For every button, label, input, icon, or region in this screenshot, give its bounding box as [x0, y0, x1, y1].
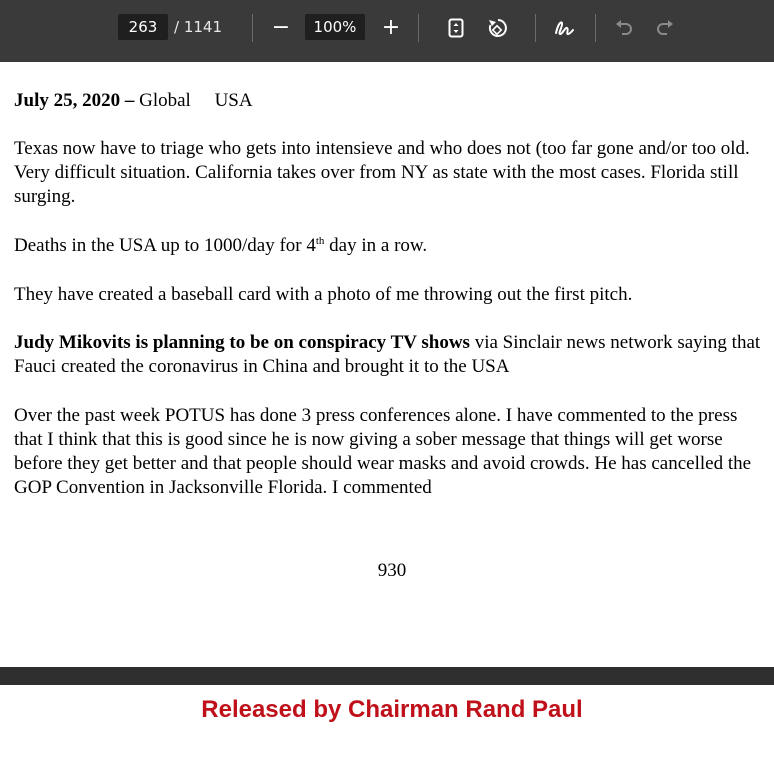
page-gap [0, 667, 774, 685]
release-banner: Released by Chairman Rand Paul [201, 696, 583, 723]
minus-icon: − [271, 15, 291, 40]
mikovits-rest: via Sinclair news network saying that Fauci created the coronavirus in China and brought it to the USA [14, 332, 761, 377]
draw-button[interactable] [549, 13, 579, 43]
toolbar-divider [418, 14, 419, 42]
paragraph-potus: Over the past week POTUS has done 3 press conferences alone. I have commented to the press that I think that this is good since he is now giving a sober message that things will get worse before they get better and that people should wear masks and avoid crowds. He has cancelled the GOP Convention in Jacksonville Florida. I commented [14, 405, 752, 498]
paragraph-texas: Texas now have to triage who gets into intensieve and who does not (too far gone and/or too old. Very difficult situation. California takes over from NY as state with the most cases. Florida still surging. [14, 138, 750, 207]
entry-date-line [14, 89, 766, 113]
draw-icon [553, 18, 575, 38]
toolbar-divider [252, 14, 253, 42]
redo-button[interactable] [650, 13, 680, 43]
page-total: / 1141 [174, 18, 222, 36]
mikovits-bold: Judy Mikovits is planning to be on conspiracy TV shows [14, 332, 470, 353]
toolbar-divider [595, 14, 596, 42]
rotate-button[interactable] [483, 13, 513, 43]
next-page [0, 685, 774, 768]
entry-location: Global USA [134, 90, 253, 111]
paragraph-baseball-card: They have created a baseball card with a photo of me throwing out the first pitch. [14, 284, 633, 305]
paragraph-deaths [14, 234, 766, 258]
rotate-icon [487, 17, 509, 39]
paragraph-mikovits [14, 331, 766, 379]
page-number-input[interactable]: 263 [118, 14, 168, 40]
page-number: 930 [377, 560, 407, 581]
deaths-text: Deaths in the USA up to 1000/day for 4 [14, 235, 316, 256]
fit-page-icon [448, 18, 464, 38]
viewer-toolbar [0, 0, 774, 62]
entry-date: July 25, 2020 – [14, 90, 135, 111]
zoom-out-button[interactable] [266, 13, 296, 43]
deaths-text-end: day in a row. [324, 235, 428, 256]
document-page [0, 62, 774, 667]
plus-icon: + [381, 15, 401, 40]
undo-icon [615, 20, 633, 36]
ordinal-suffix: th [315, 235, 325, 247]
undo-button[interactable] [609, 13, 639, 43]
zoom-level-input[interactable]: 100% [305, 14, 365, 40]
zoom-in-button[interactable] [376, 13, 406, 43]
toolbar-divider [535, 14, 536, 42]
redo-icon [656, 20, 674, 36]
fit-page-button[interactable] [441, 13, 471, 43]
